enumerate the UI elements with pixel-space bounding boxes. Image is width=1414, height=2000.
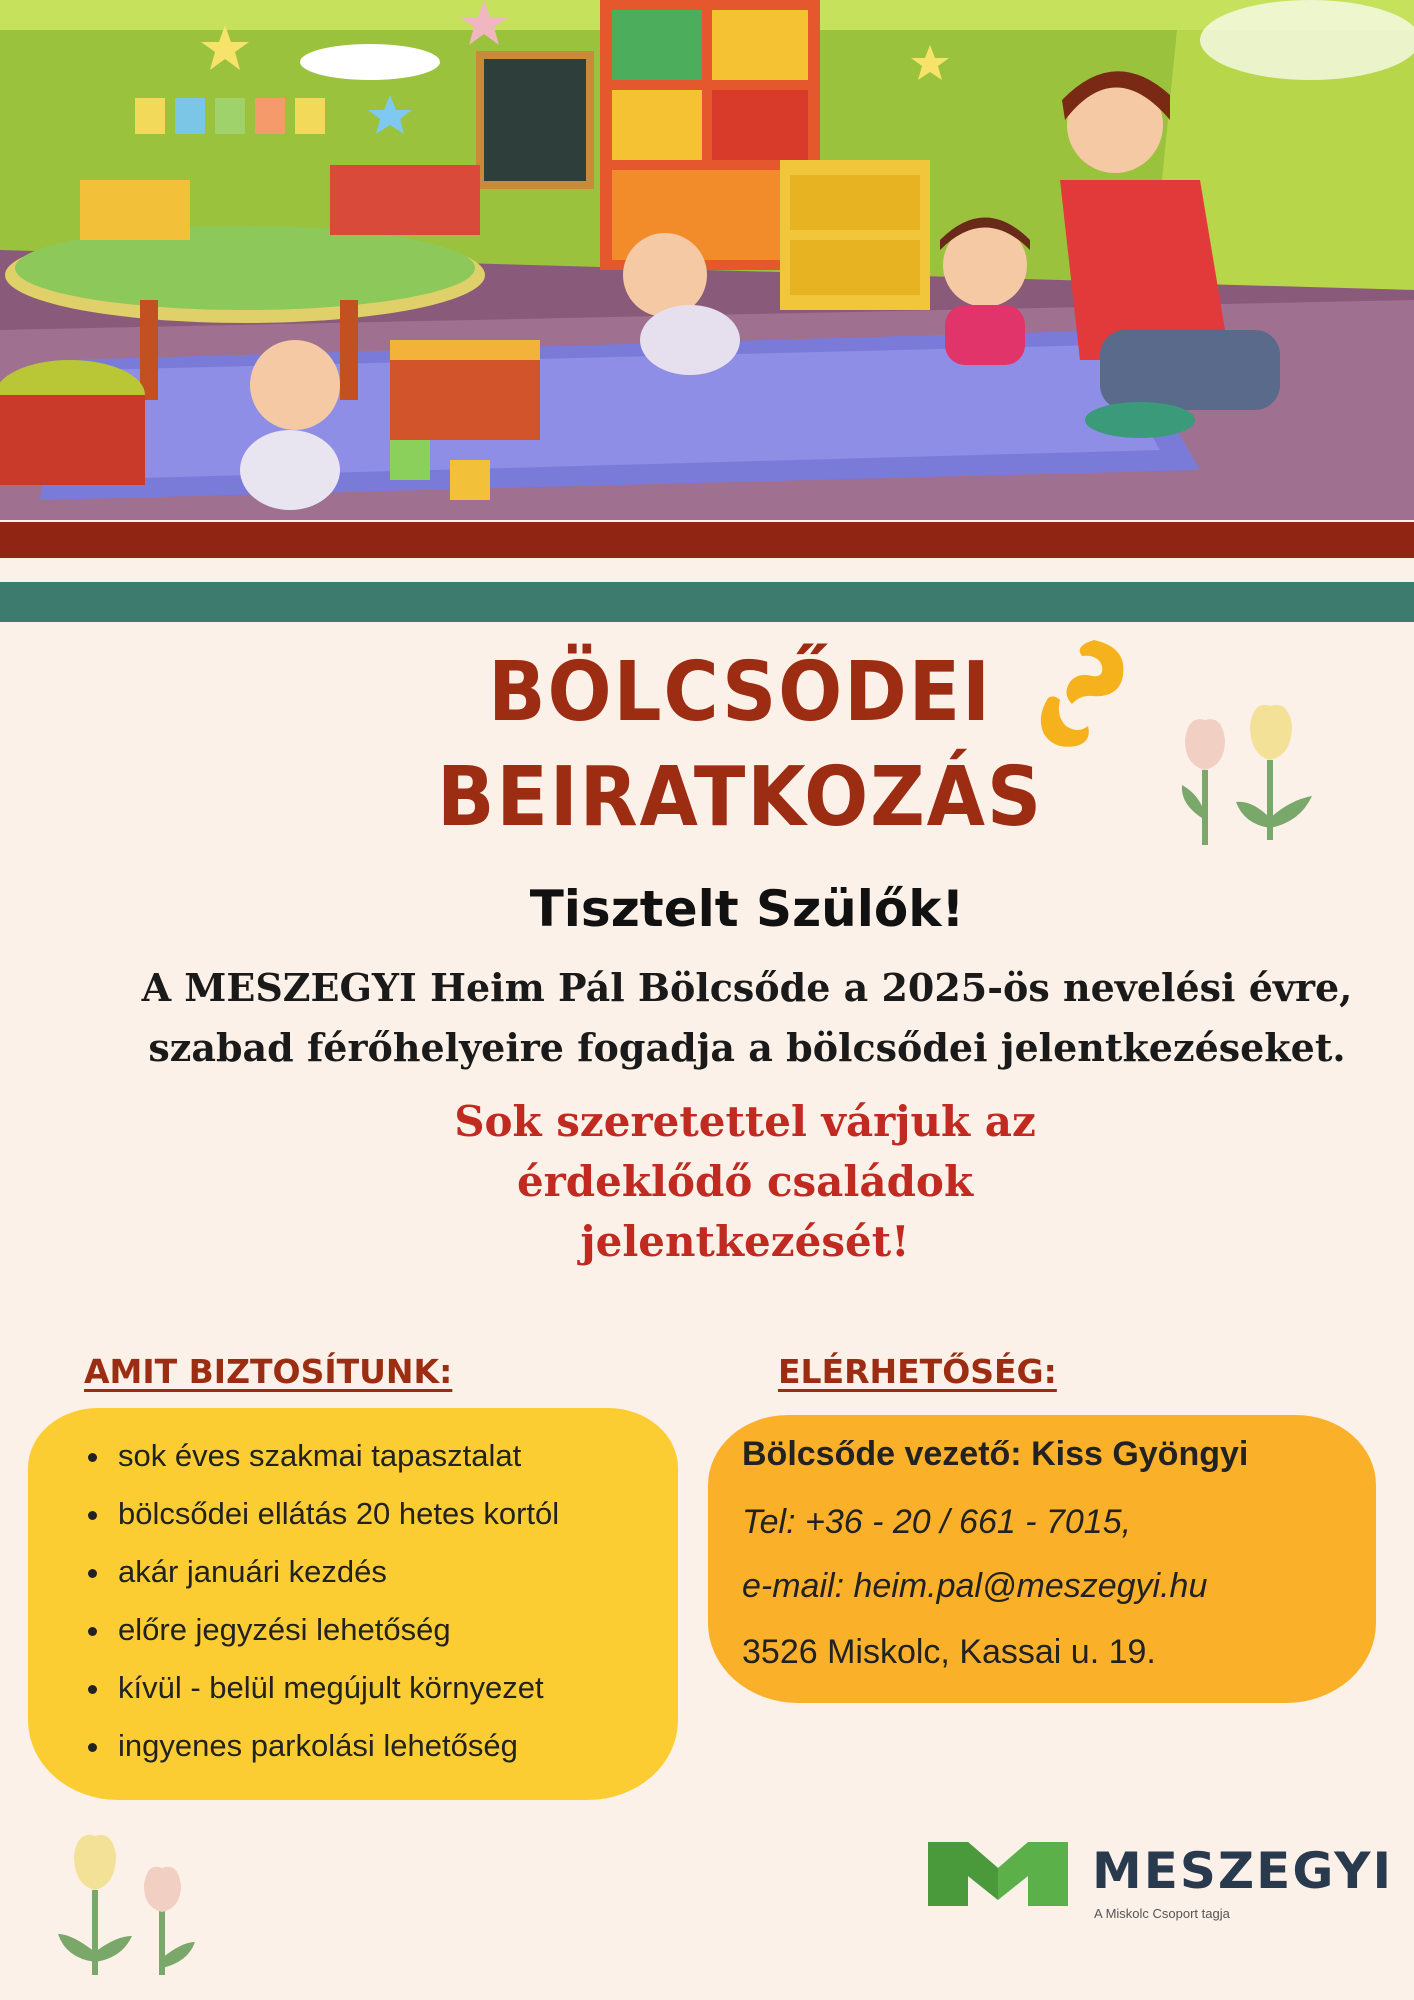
page-title-line2: BEIRATKOZÁS [436,750,1044,845]
welcome-line: jelentkezését! [580,1217,910,1266]
contact-lead: Bölcsőde vezető: Kiss Gyöngyi [742,1435,1249,1473]
intro-text [60,958,1414,1078]
list-item: bölcsődei ellátás 20 hetes kortól [118,1494,559,1552]
header-band-red [0,522,1414,558]
logo-name: MESZEGYI [1092,1842,1394,1900]
tulip-icon [50,1830,200,1980]
contact-address: 3526 Miskolc, Kassai u. 19. [742,1633,1156,1671]
intro-line: A MESZEGYI Heim Pál Bölcsőde a 2025-ös nevelési évre, [141,965,1353,1010]
list-item: akár januári kezdés [118,1552,559,1610]
meszegyi-logo [928,1830,1394,1940]
splash-icon [1032,638,1132,758]
greeting: Tisztelt Szülők! [529,880,965,938]
list-item: előre jegyzési lehetőség [118,1610,559,1668]
contact-email[interactable]: e-mail: heim.pal@meszegyi.hu [742,1567,1208,1605]
welcome-line: Sok szeretettel várjuk az [454,1097,1036,1146]
header-band-teal [0,582,1414,622]
offer-list [28,1436,559,1784]
page-title-line1: BÖLCSŐDEI [488,645,992,740]
contact-heading: ELÉRHETŐSÉG: [778,1352,1057,1391]
welcome-text [400,1092,1090,1272]
nursery-illustration [0,0,1414,520]
contact-phone[interactable]: Tel: +36 - 20 / 661 - 7015, [742,1503,1132,1541]
meszegyi-logo-icon [928,1834,1068,1914]
contact-card [708,1415,1376,1703]
offer-card [28,1408,678,1800]
welcome-line: érdeklődő családok [516,1157,974,1206]
offer-heading: AMIT BIZTOSÍTUNK: [84,1352,453,1391]
list-item: kívül - belül megújult környezet [118,1668,559,1726]
tulip-icon [1170,700,1320,850]
intro-line: szabad férőhelyeire fogadja a bölcsődei jelentkezéseket. [148,1025,1346,1070]
list-item: sok éves szakmai tapasztalat [118,1436,559,1494]
list-item: ingyenes parkolási lehetőség [118,1726,559,1784]
logo-tagline: A Miskolc Csoport tagja [1094,1906,1230,1921]
